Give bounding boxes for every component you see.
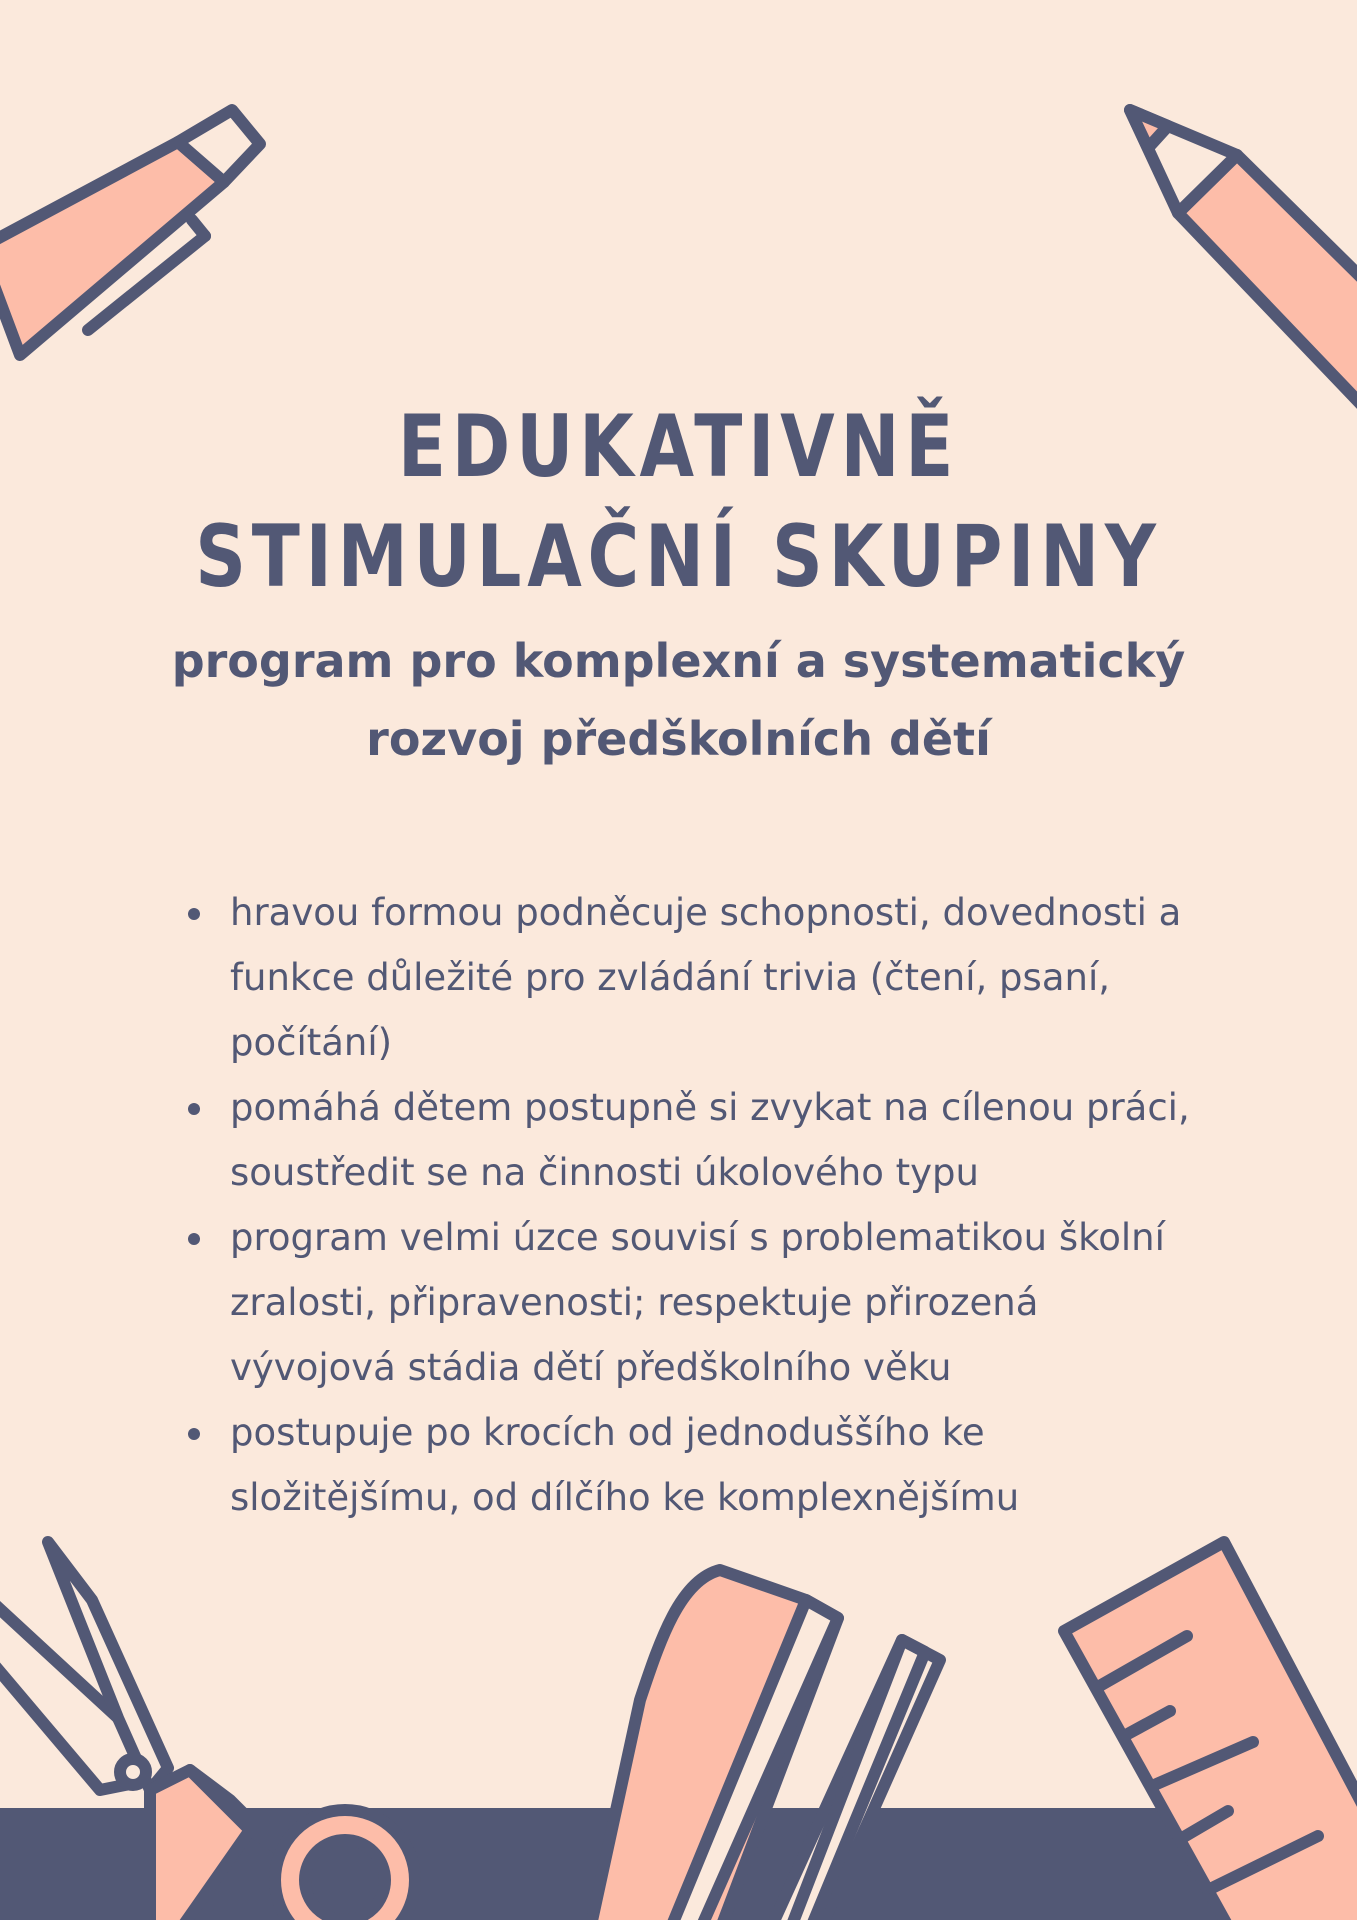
list-item [186,880,1196,1075]
list-item [186,1075,1196,1205]
pencil-icon [1130,110,1357,420]
list-item-text: postupuje po krocích od jednoduššího ke složitějšímu, od dílčího ke komplexnějšímu [230,1411,1020,1519]
bullet-icon [188,1103,200,1115]
bullet-icon [188,908,200,920]
list-item-text: pomáhá dětem postupně si zvykat na cílenou práci, soustředit se na činnosti úkolového typu [230,1086,1190,1194]
list-item [186,1205,1196,1400]
page-title: EDUKATIVNĚ STIMULAČNÍ SKUPINY [195,397,1162,607]
bullet-list [186,880,1196,1530]
list-item-text: program velmi úzce souvisí s problematikou školní zralosti, připravenosti; respektuje přirozená vývojová stádia dětí předškolního věku [230,1216,1165,1389]
list-item-text: hravou formou podněcuje schopnosti, dovednosti a funkce důležité pro zvládání trivia (čtení, psaní, počítání) [230,891,1182,1064]
pen-icon [0,110,260,355]
bullet-icon [188,1428,200,1440]
page-subtitle: program pro komplexní a systematický rozvoj předškolních dětí [171,634,1186,766]
list-item [186,1400,1196,1530]
bullet-icon [188,1233,200,1245]
